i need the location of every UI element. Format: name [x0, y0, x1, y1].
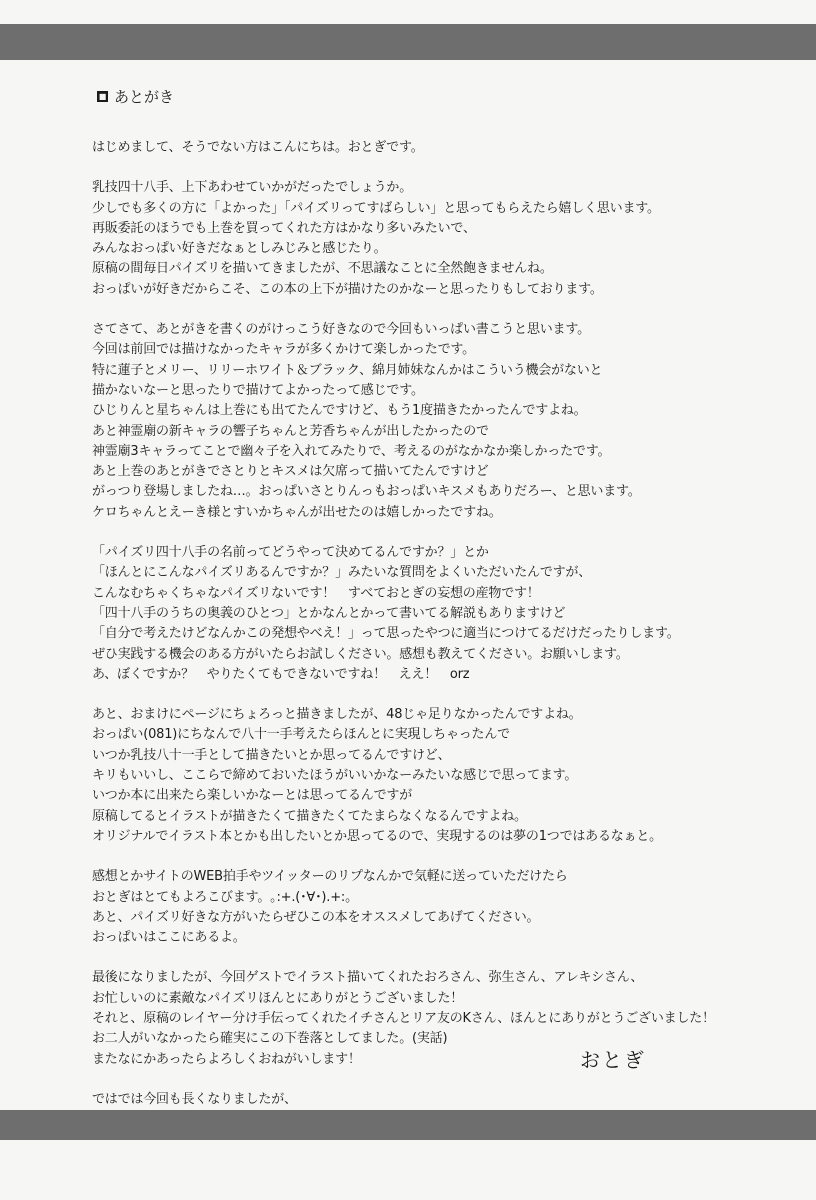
text-line: ではでは今回も長くなりましたが、 — [92, 1091, 297, 1107]
text-line: こんなむちゃくちゃなパイズリないです！ すべておとぎの妄想の産物です！ — [92, 585, 540, 601]
text-line: 描かないなーと思ったりで描けてよかったって感じです。 — [92, 382, 424, 398]
text-line: さてさて、あとがきを書くのがけっこう好きなので今回もいっぱい書こうと思います。 — [92, 322, 590, 338]
bottom-band — [0, 1110, 816, 1140]
paragraph — [92, 543, 732, 685]
paragraph — [92, 320, 732, 523]
text-line: あと上巻のあとがきでさとりとキスメは欠席って描いてたんですけど — [92, 464, 489, 480]
text-line: 特に蓮子とメリー、リリーホワイト＆ブラック、綿月姉妹なんかはこういう機会がないと — [92, 362, 603, 378]
text-line: 「ほんとにこんなパイズリあるんですか？」みたいな質問をよくいただいたんですが、 — [92, 565, 592, 581]
text-line: 再販委託のほうでも上巻を買ってくれた方はかなり多いみたいで、 — [92, 220, 476, 236]
text-line: オリジナルでイラスト本とかも出したいとか思ってるので、実現するのは夢の1つではあるなぁと。 — [92, 828, 662, 844]
paragraph — [92, 138, 732, 158]
text-line: がっつり登場しましたね…。おっぱいさとりんっもおっぱいキスメもありだろー、と思います。 — [92, 484, 641, 500]
text-line: いつか乳技八十一手として描きたいとか思ってるんですけど、 — [92, 747, 451, 763]
text-line: おっぱいが好きだからこそ、この本の上下が描けたのかなーと思ったりもしております。 — [92, 281, 603, 297]
section-header — [97, 86, 174, 107]
text-line: それと、原稿のレイヤー分け手伝ってくれたイチさんとリア友のKさん、ほんとにありがとうございました！ — [92, 1010, 715, 1026]
text-line: あと、パイズリ好きな方がいたらぜひこの本をオススメしてあげてください。 — [92, 909, 540, 925]
afterword-body — [92, 138, 732, 1150]
text-line: またなにかあったらよろしくおねがいします！ — [92, 1051, 361, 1067]
header-marker-icon: ■ — [98, 92, 107, 101]
text-line: はじめまして、そうでない方はこんにちは。おとぎです。 — [92, 140, 424, 155]
text-line: お忙しいのに素敵なパイズリほんとにありがとうございました！ — [92, 990, 464, 1006]
text-line: 今回は前回では描けなかったキャラが多くかけて楽しかったです。 — [92, 342, 475, 358]
text-line: お二人がいなかったら確実にこの下巻落としてました。(実話) — [92, 1031, 448, 1047]
section-title: あとがき — [114, 88, 175, 106]
text-line: 少しでも多くの方に「よかった」「パイズリってすばらしい」と思ってもらえたら嬉しく思います。 — [92, 200, 660, 216]
paragraph — [92, 705, 732, 847]
text-line: 「自分で考えたけどなんかこの発想やべえ！」って思ったやつに適当につけてるだけだったりします。 — [92, 626, 680, 642]
top-band — [0, 24, 816, 60]
text-line: みんなおっぱい好きだなぁとしみじみと感じたり。 — [92, 241, 387, 257]
text-line: 最後になりましたが、今回ゲストでイラスト描いてくれたおろさん、弥生さん、アレキシさん、 — [92, 970, 644, 986]
text-line: ぜひ実践する機会のある方がいたらお試しください。感想も教えてください。お願いします。 — [92, 646, 629, 662]
text-line: あと神霊廟の新キャラの響子ちゃんと芳香ちゃんが出したかったので — [92, 423, 489, 439]
paragraph — [92, 867, 732, 948]
text-line: おとぎはとてもよろこびます。｡:+.(･∀･).+:｡ — [92, 889, 352, 905]
text-line: ひじりんと星ちゃんは上巻にも出てたんですけど、もう1度描きたかったんですよね。 — [92, 403, 587, 419]
text-line: 感想とかサイトのWEB拍手やツイッターのリプなんかで気軽に送っていただけたら — [92, 869, 568, 885]
text-line: あと、おまけにページにちょろっと描きましたが、48じゃ足りなかったんですよね。 — [92, 707, 582, 723]
text-line: 原稿の間毎日パイズリを描いてきましたが、不思議なことに全然飽きませんね。 — [92, 261, 553, 277]
text-line: いつか本に出来たら楽しいかなーとは思ってるんですが — [92, 788, 413, 804]
text-line: 原稿してるとイラストが描きたくて描きたくてたまらなくなるんですよね。 — [92, 808, 527, 824]
text-line: ケロちゃんとえーき様とすいかちゃんが出せたのは嬉しかったですね。 — [92, 504, 502, 520]
text-line: キリもいいし、ここらで締めておいたほうがいいかなーみたいな感じで思ってます。 — [92, 768, 578, 784]
author-signature: おとぎ — [580, 1048, 646, 1072]
text-line: おっぱい(081)にちなんで八十一手考えたらほんとに実現しちゃったんで — [92, 727, 510, 743]
text-line: おっぱいはここにあるよ。 — [92, 930, 246, 946]
text-line: 「四十八手のうちの奥義のひとつ」とかなんとかって書いてる解説もありますけど — [92, 605, 566, 621]
text-line: 「パイズリ四十八手の名前ってどうやって決めてるんですか？」とか — [92, 545, 489, 561]
paragraph — [92, 178, 732, 300]
text-line: あ、ぼくですか？ やりたくてもできないですね！ ええ！ orz — [92, 666, 470, 682]
text-line: 神霊廟3キャラってことで幽々子を入れてみたりで、考えるのがなかなか楽しかったです。 — [92, 443, 611, 459]
text-line: 乳技四十八手、上下あわせていかがだったでしょうか。 — [92, 180, 413, 196]
